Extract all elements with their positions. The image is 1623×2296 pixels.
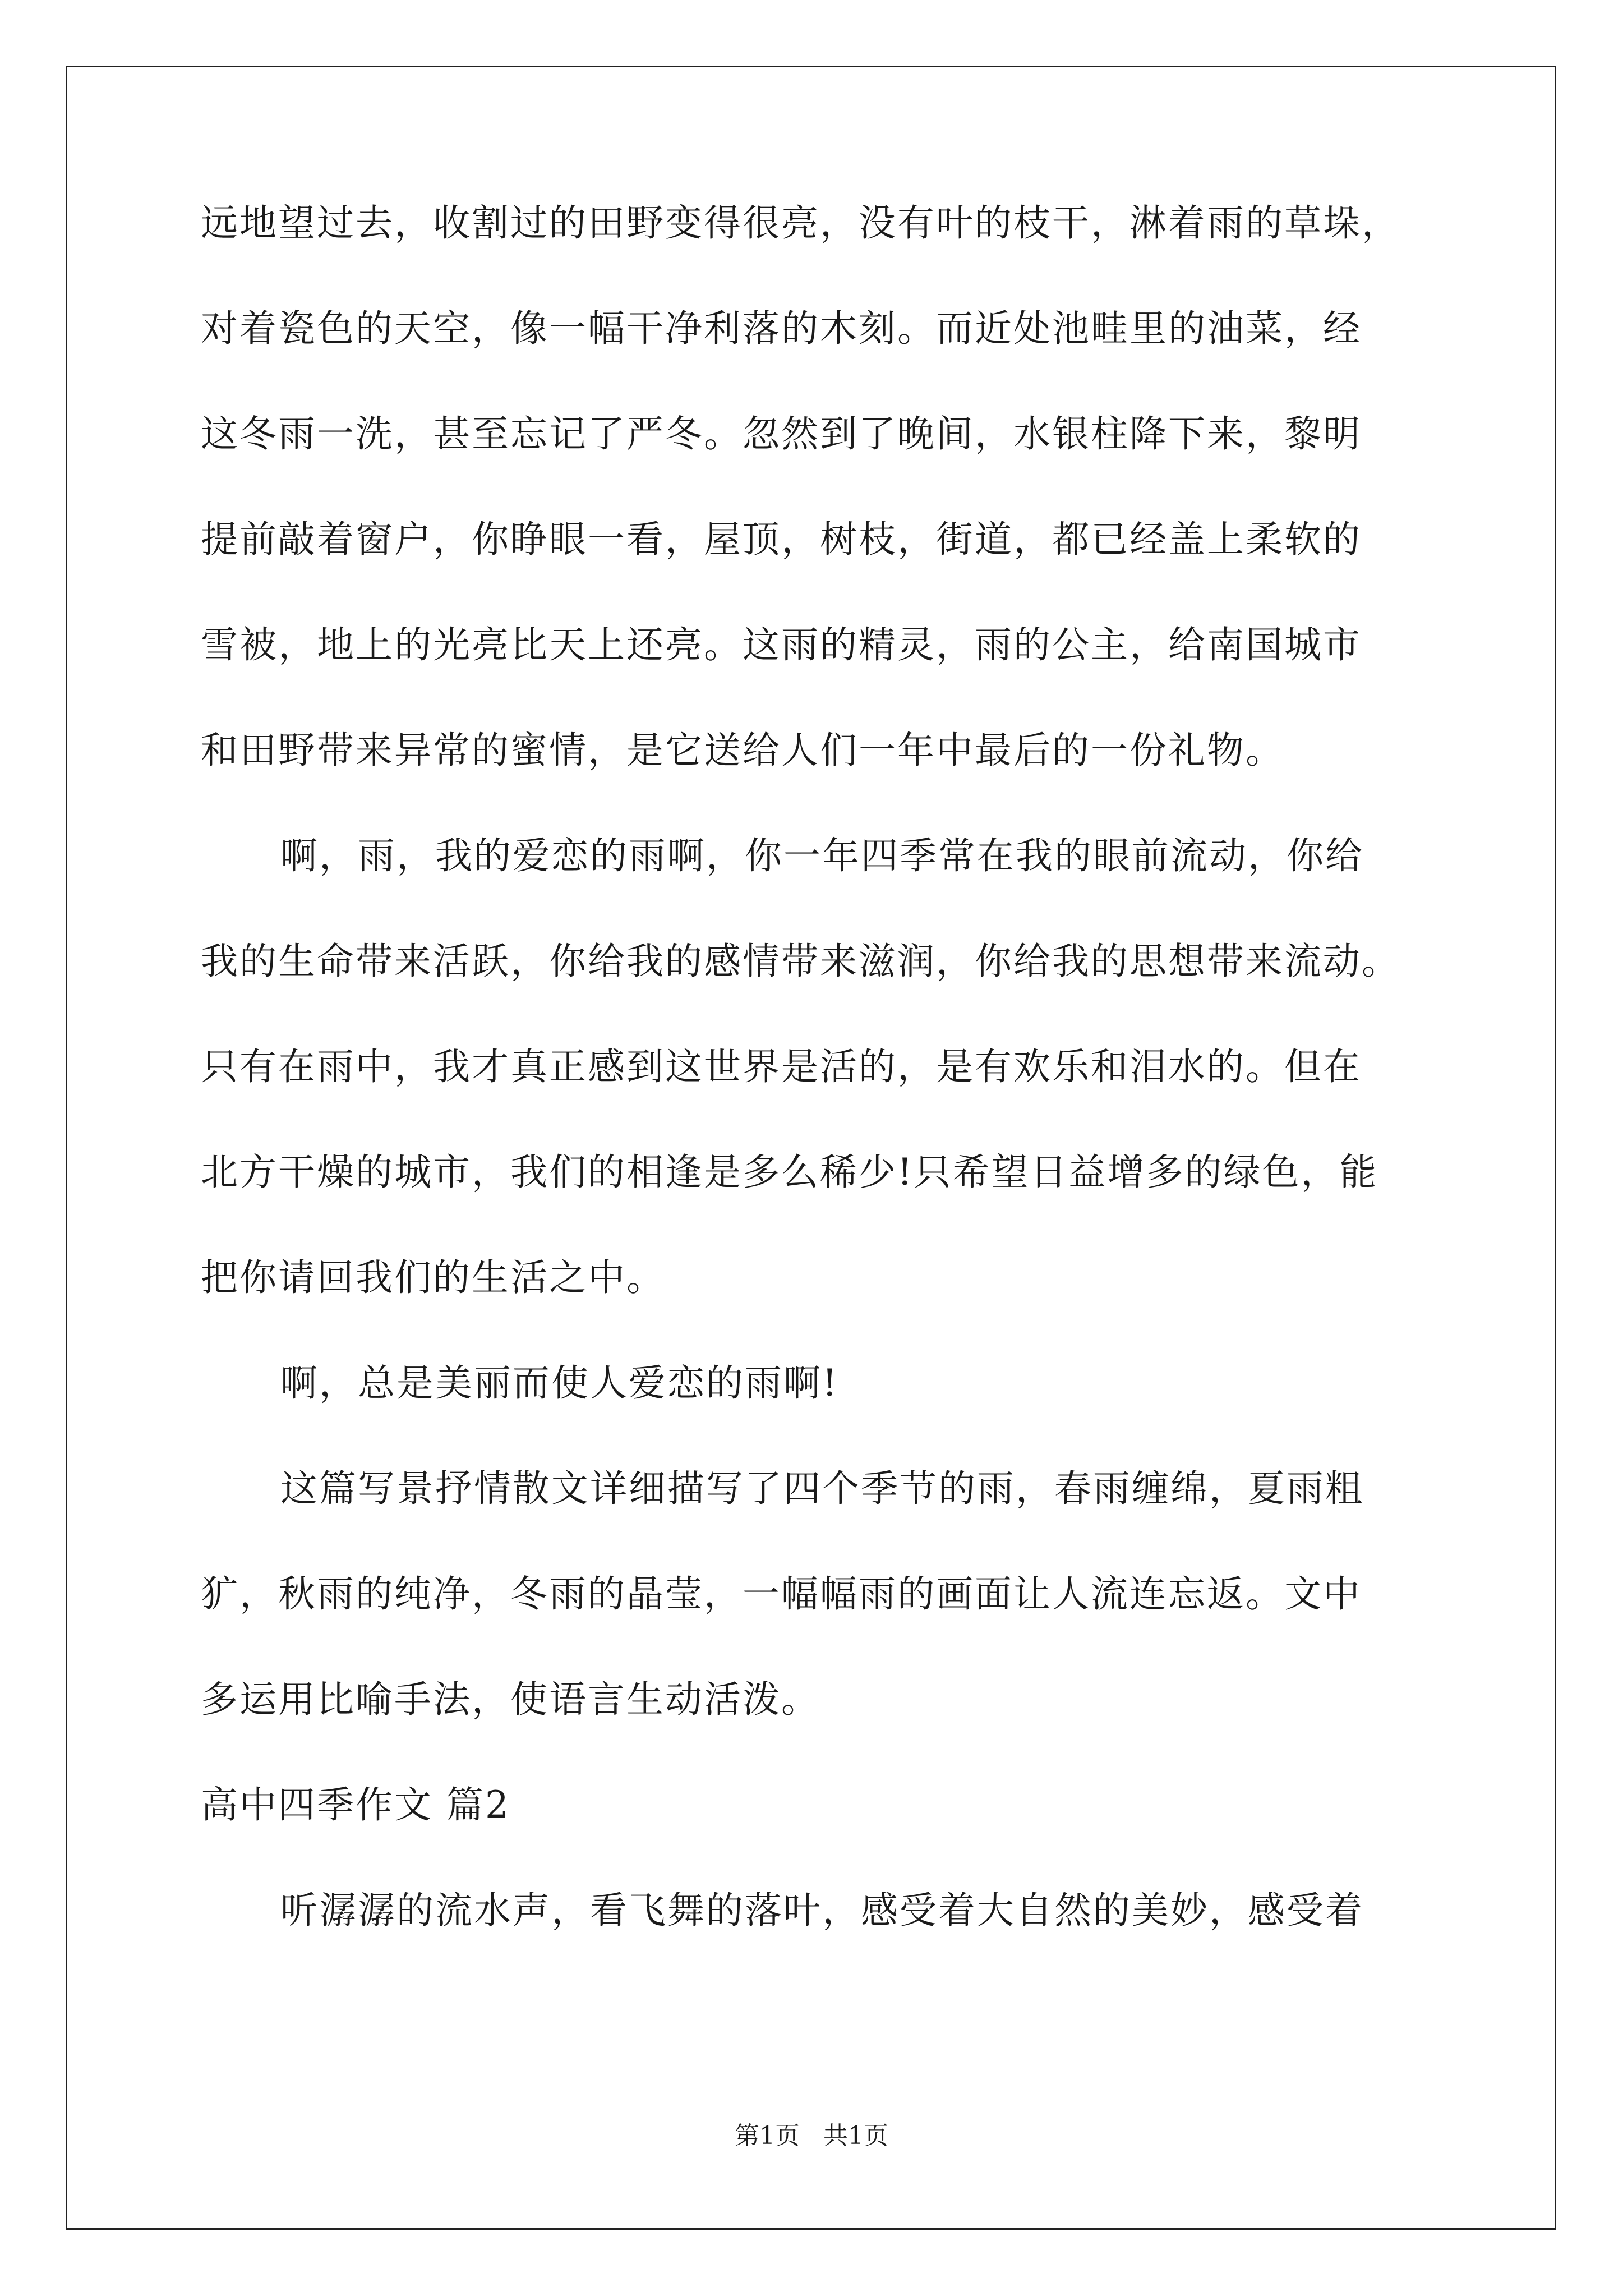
text-line: 犷，秋雨的纯净，冬雨的晶莹，一幅幅雨的画面让人流连忘返。文中 <box>201 1572 1362 1616</box>
paragraph-start-line: 啊，总是美丽而使人爱恋的雨啊! <box>280 1361 839 1405</box>
text-line: 提前敲着窗户，你睁眼一看，屋顶，树枝，街道，都已经盖上柔软的 <box>201 518 1362 561</box>
text-line: 和田野带来异常的蜜情，是它送给人们一年中最后的一份礼物。 <box>201 729 1284 772</box>
text-line: 远地望过去，收割过的田野变得很亮，没有叶的枝干，淋着雨的草垛， <box>201 201 1400 245</box>
text-line: 雪被，地上的光亮比天上还亮。这雨的精灵，雨的公主，给南国城市 <box>201 623 1362 666</box>
section-heading: 高中四季作文 篇2 <box>201 1783 510 1826</box>
text-line: 对着瓷色的天空，像一幅干净利落的木刻。而近处池畦里的油菜，经 <box>201 307 1362 350</box>
paragraph-start-line: 这篇写景抒情散文详细描写了四个季节的雨，春雨缠绵，夏雨粗 <box>280 1467 1364 1510</box>
text-line: 我的生命带来活跃，你给我的感情带来滋润，你给我的思想带来流动。 <box>201 940 1400 983</box>
text-line: 只有在雨中，我才真正感到这世界是活的，是有欢乐和泪水的。但在 <box>201 1045 1362 1088</box>
text-line: 北方干燥的城市，我们的相逢是多么稀少!只希望日益增多的绿色，能 <box>201 1151 1378 1194</box>
paragraph-start-line: 听潺潺的流水声，看飞舞的落叶，感受着大自然的美妙，感受着 <box>280 1889 1364 1932</box>
paragraph-start-line: 啊，雨，我的爱恋的雨啊，你一年四季常在我的眼前流动，你给 <box>280 834 1364 877</box>
page-number-footer: 第1页 共1页 <box>735 2122 888 2150</box>
text-line: 把你请回我们的生活之中。 <box>201 1256 665 1299</box>
text-line: 这冬雨一洗，甚至忘记了严冬。忽然到了晚间，水银柱降下来，黎明 <box>201 412 1362 455</box>
text-line: 多运用比喻手法，使语言生动活泼。 <box>201 1678 820 1721</box>
